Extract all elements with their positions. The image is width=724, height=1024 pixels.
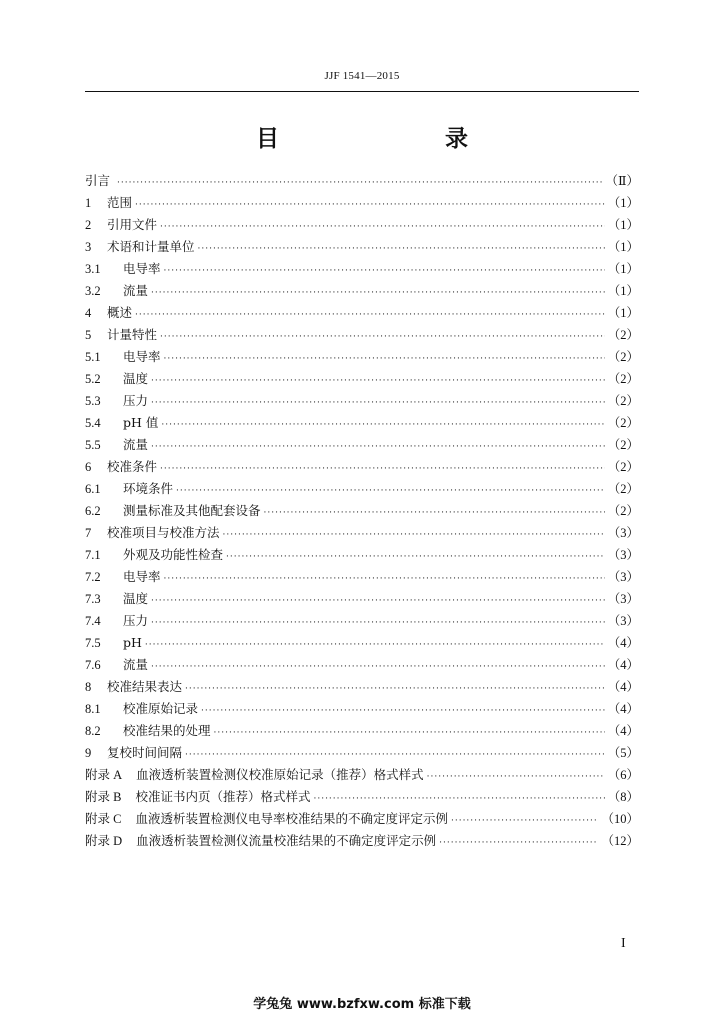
toc-entry (85, 434, 639, 456)
toc-entry-label: 校准条件 (107, 459, 158, 474)
toc-entry (85, 544, 639, 566)
toc-entry (85, 632, 639, 654)
toc-entry-page: （8） (607, 790, 639, 804)
toc-entry-number: 引言 (85, 174, 111, 188)
toc-entry-page: （1） (607, 262, 639, 276)
watermark-footer: 学兔兔 www.bzfxw.com 标准下载 (253, 997, 471, 1012)
toc-entry (85, 808, 639, 830)
toc-leader-dots (151, 392, 605, 414)
toc-leader-dots (264, 502, 605, 524)
toc-entry-page: （2） (607, 350, 639, 364)
toc-entry-number: 1 (85, 196, 92, 210)
toc-entry-page: （4） (607, 636, 639, 650)
toc-leader-dots (164, 568, 605, 590)
toc-entry (85, 368, 639, 390)
toc-entry-page: （4） (607, 724, 639, 738)
toc-leader-dots (117, 172, 602, 194)
toc-entry-number: 5.1 (85, 350, 101, 364)
toc-entry-number: 附录 A (85, 768, 123, 782)
toc-entry-page: （5） (607, 746, 639, 760)
toc-entry-label: 电导率 (123, 261, 161, 276)
table-of-contents (85, 170, 639, 852)
toc-entry-label: 血液透析装置检测仪流量校准结果的不确定度评定示例 (136, 833, 437, 848)
toc-leader-dots (164, 348, 605, 370)
toc-entry (85, 610, 639, 632)
toc-entry-page: （12） (601, 834, 639, 848)
toc-leader-dots (151, 656, 605, 678)
toc-leader-dots (185, 678, 605, 700)
toc-entry-page: （2） (607, 416, 639, 430)
toc-entry-label: 校准原始记录 (123, 701, 199, 716)
toc-leader-dots (185, 744, 605, 766)
toc-entry-label: 温度 (123, 591, 149, 606)
toc-entry (85, 170, 639, 192)
toc-leader-dots (176, 480, 605, 502)
toc-entry-page: （2） (607, 482, 639, 496)
toc-leader-dots (151, 612, 605, 634)
toc-entry (85, 280, 639, 302)
toc-leader-dots (427, 766, 605, 788)
toc-entry-label: 校准结果表达 (107, 679, 183, 694)
toc-entry-number: 5 (85, 328, 92, 342)
toc-leader-dots (439, 832, 598, 854)
toc-leader-dots (223, 524, 605, 546)
toc-entry-label: 外观及功能性检查 (123, 547, 224, 562)
toc-entry-number: 2 (85, 218, 92, 232)
toc-entry-label: pH 值 (123, 415, 159, 430)
toc-entry-page: （2） (607, 504, 639, 518)
toc-entry-number: 6.2 (85, 504, 101, 518)
header-divider (85, 91, 639, 92)
toc-entry-label: 流量 (123, 657, 149, 672)
toc-entry-number: 7.3 (85, 592, 101, 606)
toc-entry-page: （10） (601, 812, 639, 826)
toc-entry (85, 786, 639, 808)
toc-leader-dots (313, 788, 604, 810)
toc-entry-number: 7.5 (85, 636, 101, 650)
toc-entry (85, 236, 639, 258)
toc-entry-label: 血液透析装置检测仪校准原始记录（推荐）格式样式 (136, 767, 424, 782)
toc-entry (85, 588, 639, 610)
toc-leader-dots (201, 700, 605, 722)
toc-entry-label: 流量 (123, 283, 149, 298)
toc-entry-page: （3） (607, 592, 639, 606)
toc-entry-label: 压力 (123, 613, 149, 628)
toc-entry-page: （3） (607, 548, 639, 562)
toc-leader-dots (226, 546, 605, 568)
toc-entry-number: 附录 D (85, 834, 123, 848)
toc-entry (85, 192, 639, 214)
toc-entry (85, 478, 639, 500)
toc-leader-dots (160, 326, 605, 348)
toc-entry-page: （3） (607, 614, 639, 628)
toc-entry-number: 9 (85, 746, 92, 760)
toc-entry-page: （1） (607, 306, 639, 320)
toc-entry-number: 6 (85, 460, 92, 474)
toc-entry-number: 8.1 (85, 702, 101, 716)
toc-entry-label: 电导率 (123, 569, 161, 584)
toc-entry-number: 3.2 (85, 284, 101, 298)
toc-entry (85, 566, 639, 588)
toc-leader-dots (160, 216, 605, 238)
toc-entry-page: （Ⅱ） (605, 174, 639, 188)
toc-entry-number: 5.3 (85, 394, 101, 408)
toc-leader-dots (214, 722, 605, 744)
toc-entry-number: 3.1 (85, 262, 101, 276)
toc-entry-number: 7.6 (85, 658, 101, 672)
toc-leader-dots (151, 436, 605, 458)
toc-entry-page: （1） (607, 284, 639, 298)
toc-leader-dots (145, 634, 605, 656)
toc-entry-label: 环境条件 (123, 481, 174, 496)
toc-entry-label: 校准证书内页（推荐）格式样式 (135, 789, 311, 804)
toc-entry (85, 258, 639, 280)
toc-entry-number: 7.2 (85, 570, 101, 584)
toc-leader-dots (135, 304, 605, 326)
toc-entry (85, 764, 639, 786)
toc-entry-label: pH (123, 635, 142, 650)
toc-entry-label: 压力 (123, 393, 149, 408)
toc-entry-page: （4） (607, 680, 639, 694)
toc-entry-label: 术语和计量单位 (107, 239, 195, 254)
toc-entry-label: 计量特性 (107, 327, 158, 342)
toc-entry (85, 742, 639, 764)
toc-entry-page: （4） (607, 702, 639, 716)
page-number: I (621, 936, 626, 951)
toc-entry-number: 6.1 (85, 482, 101, 496)
toc-entry-page: （2） (607, 438, 639, 452)
toc-entry (85, 654, 639, 676)
toc-entry-page: （3） (607, 570, 639, 584)
toc-entry-number: 5.5 (85, 438, 101, 452)
toc-entry (85, 346, 639, 368)
toc-entry (85, 830, 639, 852)
toc-entry-page: （1） (607, 218, 639, 232)
toc-entry-number: 8.2 (85, 724, 101, 738)
toc-entry-label: 引用文件 (107, 217, 158, 232)
toc-entry-label: 血液透析装置检测仪电导率校准结果的不确定度评定示例 (135, 811, 448, 826)
toc-leader-dots (161, 414, 604, 436)
toc-entry (85, 214, 639, 236)
toc-entry-number: 5.4 (85, 416, 101, 430)
document-code-header: JJF 1541—2015 (324, 70, 400, 82)
toc-entry-label: 流量 (123, 437, 149, 452)
toc-entry-number: 7.4 (85, 614, 101, 628)
toc-entry-page: （2） (607, 460, 639, 474)
toc-leader-dots (151, 282, 605, 304)
toc-entry (85, 676, 639, 698)
toc-entry-number: 8 (85, 680, 92, 694)
toc-entry-page: （3） (607, 526, 639, 540)
toc-entry (85, 324, 639, 346)
toc-entry-page: （1） (607, 240, 639, 254)
toc-leader-dots (151, 590, 605, 612)
toc-entry (85, 500, 639, 522)
toc-entry (85, 720, 639, 742)
toc-entry-number: 附录 C (85, 812, 122, 826)
toc-entry-number: 7.1 (85, 548, 101, 562)
toc-entry-label: 温度 (123, 371, 149, 386)
toc-entry-page: （6） (607, 768, 639, 782)
toc-leader-dots (198, 238, 605, 260)
toc-entry-number: 7 (85, 526, 92, 540)
toc-entry-label: 范围 (107, 195, 133, 210)
toc-entry (85, 698, 639, 720)
toc-entry-number: 5.2 (85, 372, 101, 386)
toc-leader-dots (135, 194, 605, 216)
toc-entry-page: （2） (607, 328, 639, 342)
toc-entry (85, 522, 639, 544)
toc-leader-dots (451, 810, 599, 832)
toc-entry-label: 概述 (107, 305, 133, 320)
toc-entry-label: 复校时间间隔 (107, 745, 183, 760)
page-title: 目 录 (256, 126, 508, 152)
toc-entry-label: 校准结果的处理 (123, 723, 211, 738)
toc-entry-page: （2） (607, 394, 639, 408)
toc-entry (85, 456, 639, 478)
toc-entry-page: （1） (607, 196, 639, 210)
toc-leader-dots (151, 370, 605, 392)
toc-entry-number: 4 (85, 306, 92, 320)
toc-entry-number: 附录 B (85, 790, 122, 804)
toc-entry (85, 412, 639, 434)
toc-entry-number: 3 (85, 240, 92, 254)
toc-entry-label: 校准项目与校准方法 (107, 525, 220, 540)
toc-entry-page: （4） (607, 658, 639, 672)
toc-leader-dots (160, 458, 605, 480)
toc-entry (85, 302, 639, 324)
toc-entry (85, 390, 639, 412)
toc-entry-label: 测量标准及其他配套设备 (123, 503, 261, 518)
toc-entry-label: 电导率 (123, 349, 161, 364)
toc-entry-page: （2） (607, 372, 639, 386)
toc-leader-dots (164, 260, 605, 282)
